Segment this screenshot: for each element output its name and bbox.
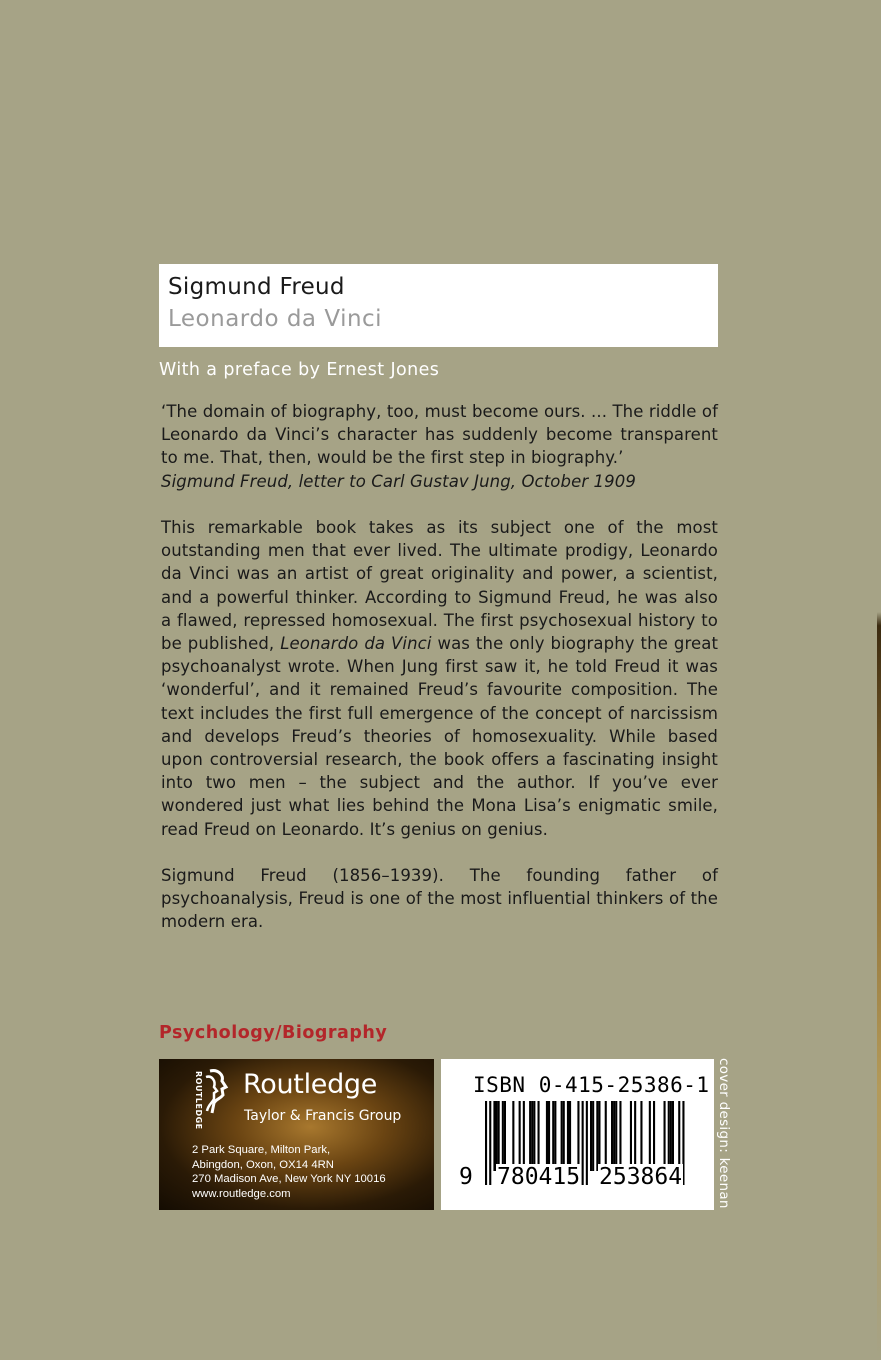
quote-block <box>161 400 718 493</box>
barcode-bar <box>592 1101 594 1171</box>
barcode-bar <box>649 1101 651 1171</box>
barcode-bar <box>598 1101 600 1171</box>
cover-design-credit: cover design: keenan <box>716 1058 732 1209</box>
barcode-bar <box>529 1101 531 1171</box>
barcode-bar <box>668 1101 670 1171</box>
barcode-bar <box>523 1101 525 1171</box>
title-box <box>159 264 718 347</box>
barcode-bar <box>653 1101 655 1171</box>
barcode-bar <box>630 1101 632 1171</box>
barcode-bar <box>538 1101 540 1171</box>
barcode-bar <box>533 1101 535 1171</box>
barcode-bar <box>577 1101 579 1171</box>
address-line: 2 Park Square, Milton Park, <box>192 1144 331 1156</box>
barcode-bar <box>512 1101 514 1171</box>
address-line: Abingdon, Oxon, OX14 4RN <box>192 1158 334 1171</box>
barcode-bar <box>496 1101 498 1171</box>
ean-first-digit: 9 <box>459 1164 473 1190</box>
barcode-bar <box>561 1101 563 1171</box>
publisher-name: Routledge <box>243 1069 378 1100</box>
isbn-label: ISBN 0-415-25386-1 <box>473 1073 710 1097</box>
quote-text: ‘The domain of biography, too, must become ours. ... The riddle of Leonardo da Vinci’s character has suddenly become transparent to me. That, then, would be the first step in biography.’ <box>161 402 718 468</box>
book-title: Leonardo da Vinci <box>168 306 383 332</box>
barcode-bar <box>531 1101 533 1171</box>
barcode-guard-bar <box>489 1101 491 1185</box>
description-italic-title: Leonardo da Vinci <box>280 634 432 654</box>
barcode-bar <box>672 1101 674 1171</box>
profile-heads-icon <box>204 1067 234 1117</box>
barcode-bar <box>596 1101 598 1171</box>
publisher-group: Taylor & Francis Group <box>244 1108 402 1124</box>
barcode-bar <box>563 1101 565 1171</box>
barcode-bar <box>519 1101 521 1171</box>
barcode-bar <box>619 1101 621 1171</box>
publisher-website: www.routledge.com <box>192 1187 291 1200</box>
spine-edge <box>877 0 881 1360</box>
ean-right-digits: 253864 <box>599 1164 683 1190</box>
description-part-1: This remarkable book takes as its subject one of the most outstanding men that ever lived. The ultimate prodigy, Leonardo da Vinci was an artist of great originality and power, a scientist, and a powerful thinker. According to Sigmund Freud, he was also a flawed, repressed homosexual. The first psychosexual history to be published, <box>161 518 718 654</box>
publisher-vertical-name: ROUTLEDGE <box>194 1071 203 1130</box>
barcode-bar <box>567 1101 569 1171</box>
barcode-bar <box>548 1101 550 1171</box>
preface-credit: With a preface by Ernest Jones <box>159 360 440 380</box>
author-bio: Sigmund Freud (1856–1939). The founding father of psychoanalysis, Freud is one of the most influential thinkers of the modern era. <box>161 866 718 932</box>
barcode-bar <box>569 1101 571 1171</box>
barcode-guard-bar <box>586 1101 588 1185</box>
barcode-bar <box>613 1101 615 1171</box>
barcode-bar <box>611 1101 613 1171</box>
barcode-bar <box>546 1101 548 1171</box>
barcode-bar <box>504 1101 506 1171</box>
barcode-guard-bar <box>485 1101 487 1185</box>
author-name: Sigmund Freud <box>168 274 345 300</box>
barcode-bar <box>552 1101 554 1171</box>
barcode-bar <box>498 1101 500 1171</box>
barcode-bar <box>670 1101 672 1171</box>
barcode-bar <box>664 1101 666 1171</box>
barcode-bar <box>605 1101 607 1171</box>
quote-attribution: Sigmund Freud, letter to Carl Gustav Jung, October 1909 <box>161 471 636 491</box>
barcode-panel <box>441 1059 714 1210</box>
barcode-bar <box>502 1101 504 1171</box>
barcode-bar <box>493 1101 495 1171</box>
barcode-bar <box>590 1101 592 1171</box>
publisher-panel <box>159 1059 434 1210</box>
address-line: 270 Madison Ave, New York NY 10016 <box>192 1173 386 1185</box>
publisher-address <box>192 1143 432 1201</box>
barcode-bar <box>640 1101 642 1171</box>
barcode-bar <box>634 1101 636 1171</box>
barcode-guard-bar <box>582 1101 584 1185</box>
ean-left-digits: 780415 <box>497 1164 581 1190</box>
category-label: Psychology/Biography <box>159 1023 388 1043</box>
description-paragraph <box>161 516 718 841</box>
barcode-bar <box>554 1101 556 1171</box>
description-part-2: was the only biography the great psychoanalyst wrote. When Jung first saw it, he told Freud it was ‘wonderful’, and it remained Freud’s favourite composition. The text includes the first full emergence of the concept of narcissism and develops Freud’s theories of homosexuality. While based upon controversial research, the book offers a fascinating insight into two men – the subject and the author. If you’ve ever wondered just what lies behind the Mona Lisa’s enigmatic smile, read Freud on Leonardo. It’s genius on genius. <box>161 634 719 839</box>
barcode-bar <box>615 1101 617 1171</box>
